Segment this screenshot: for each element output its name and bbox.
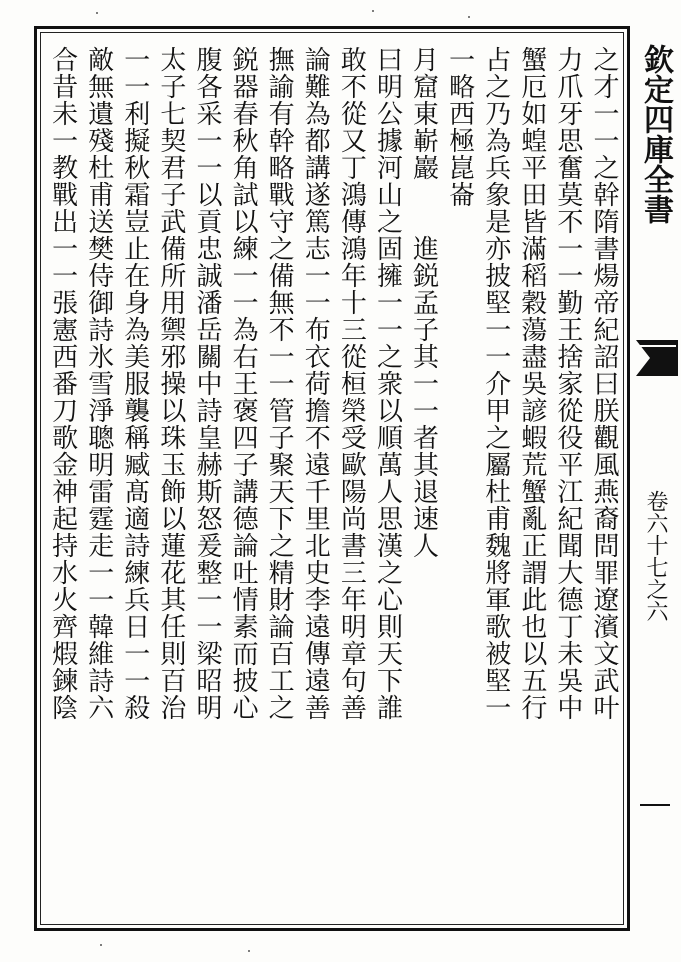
dust-speck xyxy=(468,16,470,18)
text-column-12: 腹各采一一以貢忠誠潘岳關中詩皇赫斯怒爰整一一梁昭明 xyxy=(191,46,222,721)
text-column-15: 敵無遺殘杜甫送樊侍御詩氷雪淨聰明雷霆走一一韓維詩六 xyxy=(83,46,114,721)
text-column-1: 之才一一之幹隋書煬帝紀詔曰朕觀風燕裔問罪遼濱文武叶 xyxy=(589,46,619,721)
fishtail-mark-icon xyxy=(636,340,678,376)
text-column-6: 月窟東嶄巖 進鋭孟子其一一者其退速人 xyxy=(408,46,439,559)
text-column-10: 撫諭有幹略戰守之備無不一一管子聚天下之精財論百工之 xyxy=(264,46,295,721)
dust-speck xyxy=(100,944,102,946)
text-column-5: 一略西極崑崙 xyxy=(444,46,475,208)
main-text-block xyxy=(44,46,622,916)
volume-number: 卷六十七之六 xyxy=(643,490,668,622)
text-column-11: 鋭器春秋角試以練一一為右王褒四子講德論吐情素而披心 xyxy=(228,46,259,721)
text-column-7: 曰明公據河山之固擁一一之衆以順萬人思漢之心則天下誰 xyxy=(372,46,403,721)
dust-speck xyxy=(96,12,98,14)
text-column-9: 論難為都講遂篤志一一布衣荷擔不遠千里北史李遠傳遠善 xyxy=(300,46,331,721)
text-column-8: 敢不從又丁鴻傳鴻年十三從桓榮受歐陽尚書三年明章句善 xyxy=(336,46,367,721)
text-column-13: 太子七契君子武備所用禦邪操以珠玉飾以蓮花其任則百治 xyxy=(155,46,186,721)
dust-speck xyxy=(248,950,250,952)
dust-speck xyxy=(372,10,374,12)
text-column-2: 力爪牙思奮莫不一一勤王捨家從役平江紀聞大德丁未吳中 xyxy=(552,46,583,721)
text-column-14: 一一利擬秋霜豈止在身為美服襲稱臧髙適詩練兵日一一殺 xyxy=(119,46,150,721)
text-column-3: 蟹厄如蝗平田皆滿稻穀蕩盡吳諺蝦荒蟹亂正謂此也以五行 xyxy=(516,46,547,721)
text-column-16: 合昔未一教戰出一一張憲西番刀歌金神起持水火齊煆鍊陰 xyxy=(47,46,78,721)
margin-rule xyxy=(640,804,670,806)
text-column-4: 占之乃為兵象是亦披堅一一介甲之屬杜甫魏將軍歌被堅一 xyxy=(480,46,511,721)
center-margin xyxy=(632,40,676,940)
book-title: 欽定四庫全書 xyxy=(638,44,673,224)
